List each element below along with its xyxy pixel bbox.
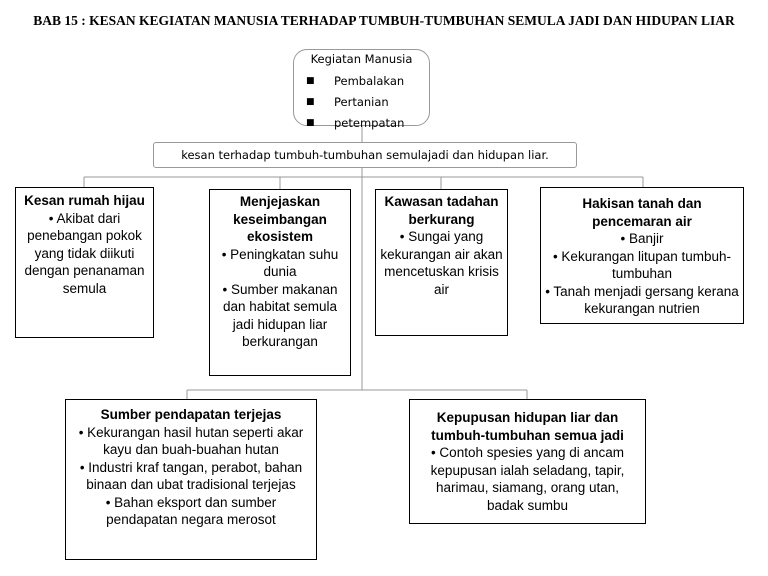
root-list bbox=[294, 71, 429, 134]
square-bullet-icon: ■ bbox=[306, 76, 315, 86]
effect-box-kawasan-tadahan bbox=[375, 189, 508, 336]
effect-box-kepupusan-hidupan-liar bbox=[409, 399, 646, 524]
root-list-item: ■ Pertanian bbox=[294, 92, 429, 113]
effect-item: • Industri kraf tangan, perabot, bahan binaan dan ubat tradisional terjejas bbox=[79, 459, 303, 492]
effect-heading: Kepupusan hidupan liar dan tumbuh-tumbuhan semua jadi bbox=[431, 410, 624, 443]
effect-item: • Kekurangan hasil hutan seperti akar kayu dan buah-buahan hutan bbox=[78, 424, 304, 457]
effect-heading: Kawasan tadahan berkurang bbox=[384, 194, 499, 227]
effect-item: • Peningkatan suhu dunia bbox=[221, 246, 339, 279]
root-list-item: ■ petempatan bbox=[294, 113, 429, 134]
effect-heading: Sumber pendapatan terjejas bbox=[100, 407, 282, 422]
effect-box-sumber-pendapatan bbox=[65, 399, 317, 560]
effect-box-kesan-rumah-hijau bbox=[15, 187, 154, 338]
effect-item: • Sungai yang kekurangan air akan mencetuskan krisis air bbox=[380, 229, 503, 297]
effect-item: • Kekurangan litupan tumbuh-tumbuhan bbox=[552, 248, 732, 281]
effects-banner: kesan terhadap tumbuh-tumbuhan semulajadi dan hidupan liar. bbox=[153, 142, 577, 168]
effect-heading: Menjejaskan keseimbangan ekosistem bbox=[233, 194, 327, 244]
square-bullet-icon: ■ bbox=[306, 118, 315, 128]
square-bullet-icon: ■ bbox=[306, 97, 315, 107]
root-heading: Kegiatan Manusia bbox=[310, 52, 413, 66]
root-node-kegiatan-manusia bbox=[293, 49, 430, 130]
effect-heading: Hakisan tanah dan pencemaran air bbox=[582, 196, 702, 229]
root-list-item: ■ Pembalakan bbox=[294, 71, 429, 92]
effect-box-hakisan-tanah bbox=[540, 187, 744, 324]
effect-item: • Bahan eksport dan sumber pendapatan negara merosot bbox=[105, 494, 277, 527]
effect-item: • Banjir bbox=[620, 231, 664, 246]
effect-item: • Tanah menjadi gersang kerana kekurangan nutrien bbox=[545, 283, 739, 316]
effect-heading: Kesan rumah hijau bbox=[24, 193, 145, 208]
effect-item: • Akibat dari penebangan pokok yang tidak diikuti dengan penanaman semula bbox=[24, 210, 145, 296]
page-title: BAB 15 : KESAN KEGIATAN MANUSIA TERHADAP TUMBUH-TUMBUHAN SEMULA JADI DAN HIDUPAN LIAR bbox=[33, 13, 735, 28]
effect-item: • Sumber makanan dan habitat semula jadi hidupan liar berkurangan bbox=[222, 281, 338, 349]
effect-item: • Contoh spesies yang di ancam kepupusan ialah seladang, tapir, harimau, siamang, orang utan, badak sumbu bbox=[430, 445, 625, 513]
effect-box-keseimbangan-ekosistem bbox=[209, 189, 351, 376]
